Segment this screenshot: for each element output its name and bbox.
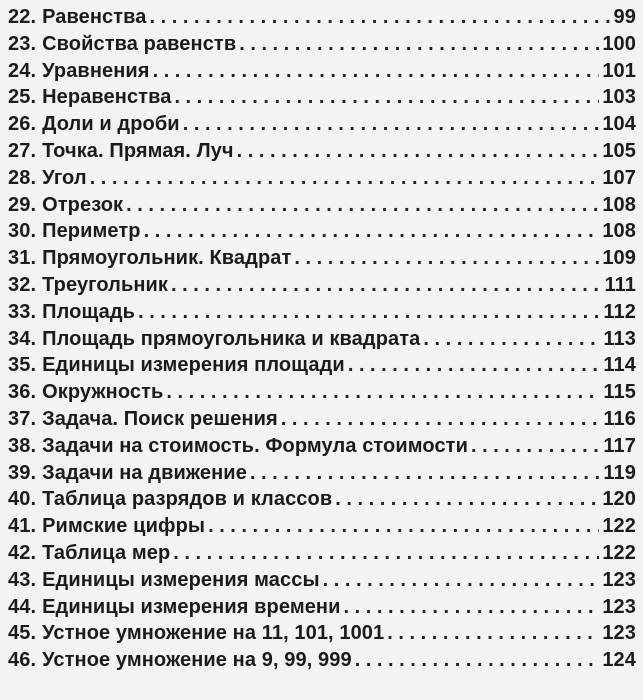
toc-entry-number: 34. <box>8 327 37 350</box>
toc-entry-page: 115 <box>603 381 636 404</box>
toc-entry-title: Задачи на стоимость. Формула стоимости <box>42 434 468 457</box>
toc-entry-number: 43. <box>8 568 37 591</box>
toc-entry-title: Свойства равенств <box>42 32 237 55</box>
toc-entry-number: 36. <box>8 381 37 404</box>
toc-entry-page: 99 <box>613 6 636 28</box>
toc-entry-number: 31. <box>8 247 37 270</box>
toc-entry <box>8 567 636 594</box>
toc-entry <box>8 352 636 379</box>
toc-entry-title: Площадь прямоугольника и квадрата <box>42 327 421 350</box>
toc-dot-leader <box>237 138 600 165</box>
toc-dot-leader <box>239 31 599 58</box>
toc-entry-number: 46. <box>8 649 37 672</box>
toc-dot-leader <box>423 326 600 353</box>
toc-entry-title: Прямоугольник. Квадрат <box>42 247 292 270</box>
toc-entry <box>8 647 636 674</box>
toc-dot-leader <box>471 433 600 460</box>
toc-dot-leader <box>126 192 599 219</box>
toc-entry-page: 100 <box>602 32 636 55</box>
toc-entry-title: Доли и дроби <box>42 113 180 136</box>
toc-entry-page: 123 <box>602 595 636 618</box>
toc-entry-number: 27. <box>8 139 37 162</box>
toc-entry-number: 38. <box>8 434 37 457</box>
toc-entry-title: Задачи на движение <box>42 461 247 484</box>
toc-entry <box>8 272 636 299</box>
toc-entry-title: Устное умножение на 11, 101, 1001 <box>42 622 385 645</box>
toc-entry-number: 22. <box>8 6 37 28</box>
toc-dot-leader <box>144 218 600 245</box>
toc-dot-leader <box>335 486 599 513</box>
toc-entry-number: 41. <box>8 515 37 538</box>
toc-dot-leader <box>387 620 599 647</box>
toc-entry-title: Задача. Поиск решения <box>42 407 278 430</box>
toc-entry <box>8 84 636 111</box>
toc-dot-leader <box>90 165 600 192</box>
table-of-contents <box>8 4 636 674</box>
toc-entry-title: Уравнения <box>42 59 150 82</box>
toc-dot-leader <box>250 460 600 487</box>
toc-entry-title: Таблица разрядов и классов <box>42 488 333 511</box>
toc-entry <box>8 165 636 192</box>
toc-entry-page: 101 <box>602 59 636 82</box>
toc-dot-leader <box>174 84 599 111</box>
toc-entry-page: 113 <box>603 327 636 350</box>
toc-entry-title: Неравенства <box>42 86 172 109</box>
toc-entry-title: Устное умножение на 9, 99, 999 <box>42 649 352 672</box>
toc-entry-number: 39. <box>8 461 37 484</box>
toc-entry <box>8 513 636 540</box>
toc-entry <box>8 379 636 406</box>
toc-entry-title: Единицы измерения времени <box>42 595 341 618</box>
toc-entry-number: 26. <box>8 113 37 136</box>
toc-entry-title: Угол <box>42 166 87 189</box>
toc-entry-page: 122 <box>602 515 636 538</box>
toc-dot-leader <box>355 647 600 674</box>
toc-entry <box>8 111 636 138</box>
toc-entry-number: 28. <box>8 166 37 189</box>
toc-dot-leader <box>208 513 599 540</box>
toc-entry <box>8 594 636 621</box>
toc-entry-title: Площадь <box>42 300 136 323</box>
toc-entry-page: 109 <box>602 247 636 270</box>
toc-entry <box>8 486 636 513</box>
toc-entry-number: 30. <box>8 220 37 243</box>
toc-entry-page: 107 <box>602 166 636 189</box>
toc-entry-title: Точка. Прямая. Луч <box>42 139 234 162</box>
toc-entry-title: Единицы измерения площади <box>42 354 345 377</box>
toc-entry-number: 25. <box>8 86 37 109</box>
toc-entry-page: 105 <box>602 139 636 162</box>
toc-dot-leader <box>323 567 600 594</box>
toc-entry <box>8 218 636 245</box>
toc-entry <box>8 620 636 647</box>
toc-entry-page: 112 <box>603 300 636 323</box>
toc-entry-page: 103 <box>602 86 636 109</box>
toc-entry-number: 40. <box>8 488 37 511</box>
toc-entry <box>8 540 636 567</box>
toc-entry <box>8 4 636 31</box>
toc-entry <box>8 326 636 353</box>
toc-entry-page: 117 <box>603 434 636 457</box>
toc-entry-number: 23. <box>8 32 37 55</box>
toc-entry-page: 124 <box>602 649 636 672</box>
toc-entry <box>8 460 636 487</box>
toc-dot-leader <box>294 245 599 272</box>
toc-entry-title: Отрезок <box>42 193 124 216</box>
toc-entry-number: 45. <box>8 622 37 645</box>
toc-entry-number: 42. <box>8 541 37 564</box>
toc-entry-page: 108 <box>602 193 636 216</box>
toc-dot-leader <box>183 111 600 138</box>
toc-dot-leader <box>166 379 600 406</box>
toc-entry-number: 33. <box>8 300 37 323</box>
toc-entry-title: Треугольник <box>42 273 169 296</box>
toc-entry-page: 116 <box>603 407 636 430</box>
toc-entry-page: 111 <box>604 273 636 296</box>
toc-dot-leader <box>153 58 600 85</box>
toc-entry <box>8 192 636 219</box>
toc-entry-title: Окружность <box>42 381 164 404</box>
toc-entry-page: 119 <box>603 461 636 484</box>
toc-entry-number: 37. <box>8 407 37 430</box>
toc-entry-page: 123 <box>602 622 636 645</box>
toc-entry-number: 29. <box>8 193 37 216</box>
toc-entry-number: 44. <box>8 595 37 618</box>
toc-dot-leader <box>150 4 611 31</box>
toc-entry <box>8 58 636 85</box>
toc-entry <box>8 31 636 58</box>
toc-entry <box>8 406 636 433</box>
toc-entry-title: Равенства <box>42 6 147 28</box>
toc-entry <box>8 433 636 460</box>
toc-entry-title: Единицы измерения массы <box>42 568 320 591</box>
toc-entry-number: 24. <box>8 59 37 82</box>
toc-entry-page: 120 <box>602 488 636 511</box>
toc-entry <box>8 245 636 272</box>
toc-entry-title: Таблица мер <box>42 541 171 564</box>
toc-entry <box>8 299 636 326</box>
toc-entry-page: 123 <box>602 568 636 591</box>
toc-entry-page: 108 <box>602 220 636 243</box>
toc-entry-title: Периметр <box>42 220 141 243</box>
toc-entry-title: Римские цифры <box>42 515 206 538</box>
toc-entry-page: 114 <box>603 354 636 377</box>
toc-entry <box>8 138 636 165</box>
toc-entry-page: 122 <box>602 541 636 564</box>
toc-entry-number: 32. <box>8 273 37 296</box>
toc-dot-leader <box>348 352 601 379</box>
toc-entry-page: 104 <box>602 113 636 136</box>
toc-dot-leader <box>173 540 599 567</box>
toc-entry-number: 35. <box>8 354 37 377</box>
toc-dot-leader <box>171 272 601 299</box>
toc-dot-leader <box>138 299 600 326</box>
toc-dot-leader <box>344 594 600 621</box>
toc-dot-leader <box>281 406 601 433</box>
